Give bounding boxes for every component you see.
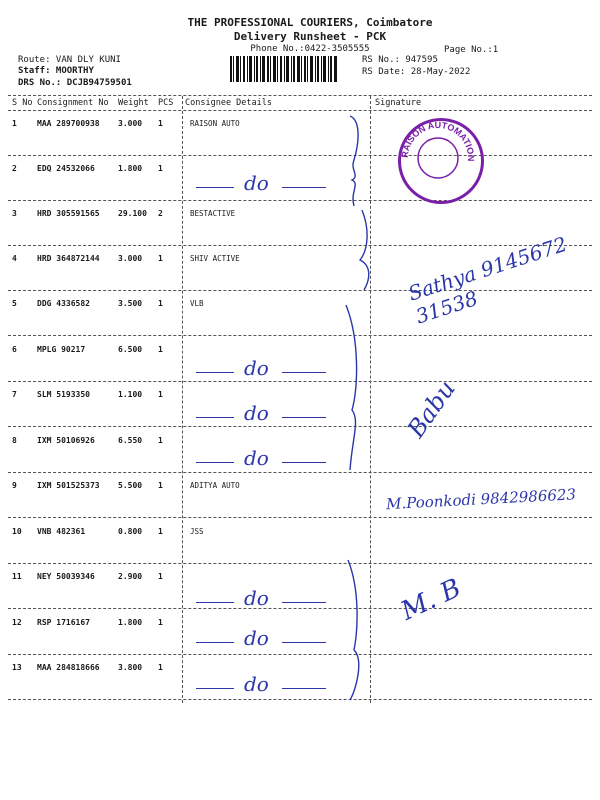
row-pcs: 1 [158, 119, 163, 128]
header-rule-top [8, 95, 592, 96]
row-sno: 11 [12, 572, 22, 581]
staff: Staff: MOORTHY [18, 66, 94, 76]
row-consignment-no: IXM 50106926 [37, 436, 95, 445]
row-weight: 1.100 [118, 390, 143, 399]
row-consignment-no: MPLG 90217 [37, 345, 86, 354]
company-title: THE PROFESSIONAL COURIERS, Coimbatore [187, 16, 433, 29]
page-number: Page No.:1 [444, 45, 499, 55]
company-stamp [398, 118, 484, 204]
row-divider [8, 335, 592, 336]
row-sno: 9 [12, 481, 17, 490]
row-pcs: 1 [158, 299, 163, 308]
ditto-text: do [244, 171, 269, 195]
row-pcs: 1 [158, 390, 163, 399]
col-header-sno: S No [12, 98, 33, 108]
stamp-text: RAISON AUTOMATION [399, 119, 477, 162]
row-sno: 6 [12, 345, 17, 354]
row-sno: 2 [12, 164, 17, 173]
ditto-mark [196, 356, 336, 382]
row-consignment-no: VNB 482361 [37, 527, 86, 536]
row-weight: 3.500 [118, 299, 143, 308]
row-pcs: 1 [158, 436, 163, 445]
row-sno: 10 [12, 527, 22, 536]
row-pcs: 1 [158, 618, 163, 627]
rs-number: RS No.: 947595 [362, 55, 438, 65]
row-consignment-no: HRD 305591565 [37, 209, 100, 218]
ditto-text: do [244, 356, 269, 380]
ditto-mark [196, 586, 336, 612]
row-pcs: 2 [158, 209, 163, 218]
ditto-text: do [244, 586, 269, 610]
signature-rows-3-4: Sathya 9145672 31538 [405, 231, 570, 329]
ditto-mark [196, 401, 336, 427]
row-sno: 4 [12, 254, 17, 263]
col-header-consignee: Consignee Details [185, 98, 272, 108]
row-sno: 13 [12, 663, 22, 672]
row-sno: 1 [12, 119, 17, 128]
route: Route: VAN DLY KUNI [18, 55, 121, 65]
row-consignment-no: HRD 364872144 [37, 254, 100, 263]
barcode [230, 56, 338, 82]
row-consignee: RAISON AUTO [190, 119, 240, 128]
row-consignment-no: IXM 501525373 [37, 481, 100, 490]
drs-number: DRS No.: DCJB94759501 [18, 78, 132, 88]
row-divider [8, 472, 592, 473]
col-header-pcs: PCS [158, 98, 174, 108]
row-pcs: 1 [158, 527, 163, 536]
row-sno: 8 [12, 436, 17, 445]
row-divider [8, 563, 592, 564]
row-sno: 7 [12, 390, 17, 399]
row-divider [8, 245, 592, 246]
row-divider [8, 517, 592, 518]
row-consignee: BESTACTIVE [190, 209, 236, 218]
row-weight: 6.550 [118, 436, 143, 445]
row-divider [8, 699, 592, 700]
row-pcs: 1 [158, 572, 163, 581]
row-weight: 0.800 [118, 527, 143, 536]
row-pcs: 1 [158, 345, 163, 354]
ditto-mark [196, 446, 336, 472]
ditto-text: do [244, 626, 269, 650]
row-consignee: ADITYA AUTO [190, 481, 240, 490]
ditto-text: do [244, 446, 269, 470]
row-divider [8, 155, 592, 156]
row-pcs: 1 [158, 481, 163, 490]
row-weight: 5.500 [118, 481, 143, 490]
rs-date: RS Date: 28-May-2022 [362, 67, 471, 77]
row-weight: 1.800 [118, 618, 143, 627]
row-weight: 6.500 [118, 345, 143, 354]
ditto-mark [196, 672, 336, 698]
row-divider [8, 200, 592, 201]
row-consignment-no: EDQ 24532066 [37, 164, 95, 173]
row-consignment-no: MAA 289700938 [37, 119, 100, 128]
col-header-consignment: Consignment No [37, 98, 109, 108]
col-header-signature: Signature [375, 98, 422, 108]
ditto-text: do [244, 672, 269, 696]
ditto-mark [196, 626, 336, 652]
col-divider-consignee [182, 96, 183, 703]
row-consignee: JSS [190, 527, 204, 536]
row-pcs: 1 [158, 254, 163, 263]
row-weight: 3.000 [118, 119, 143, 128]
row-sno: 5 [12, 299, 17, 308]
ditto-mark [196, 171, 336, 197]
row-weight: 3.000 [118, 254, 143, 263]
signature-braces [330, 110, 380, 710]
header-rule-bottom [8, 110, 592, 111]
row-weight: 29.100 [118, 209, 147, 218]
row-divider [8, 654, 592, 655]
ditto-text: do [244, 401, 269, 425]
svg-text:RAISON AUTOMATION [400, 120, 476, 161]
row-weight: 2.900 [118, 572, 143, 581]
row-consignment-no: NEY 50039346 [37, 572, 95, 581]
row-consignment-no: DDG 4336582 [37, 299, 90, 308]
row-consignee: SHIV ACTIVE [190, 254, 240, 263]
col-header-weight: Weight [118, 98, 149, 108]
signature-row-9: M.Poonkodi 9842986623 [385, 485, 577, 514]
signature-rows-10-13: M. B [396, 573, 466, 627]
row-pcs: 1 [158, 164, 163, 173]
row-consignee: VLB [190, 299, 204, 308]
row-sno: 12 [12, 618, 22, 627]
row-weight: 1.800 [118, 164, 143, 173]
phone-number: Phone No.:0422-3505555 [250, 44, 370, 54]
row-weight: 3.800 [118, 663, 143, 672]
row-pcs: 1 [158, 663, 163, 672]
row-consignment-no: RSP 1716167 [37, 618, 90, 627]
runsheet-title: Delivery Runsheet - PCK [233, 30, 387, 43]
row-consignment-no: MAA 284818666 [37, 663, 100, 672]
row-consignment-no: SLM 5193350 [37, 390, 90, 399]
signature-rows-5-8: Babu [401, 375, 461, 443]
row-sno: 3 [12, 209, 17, 218]
